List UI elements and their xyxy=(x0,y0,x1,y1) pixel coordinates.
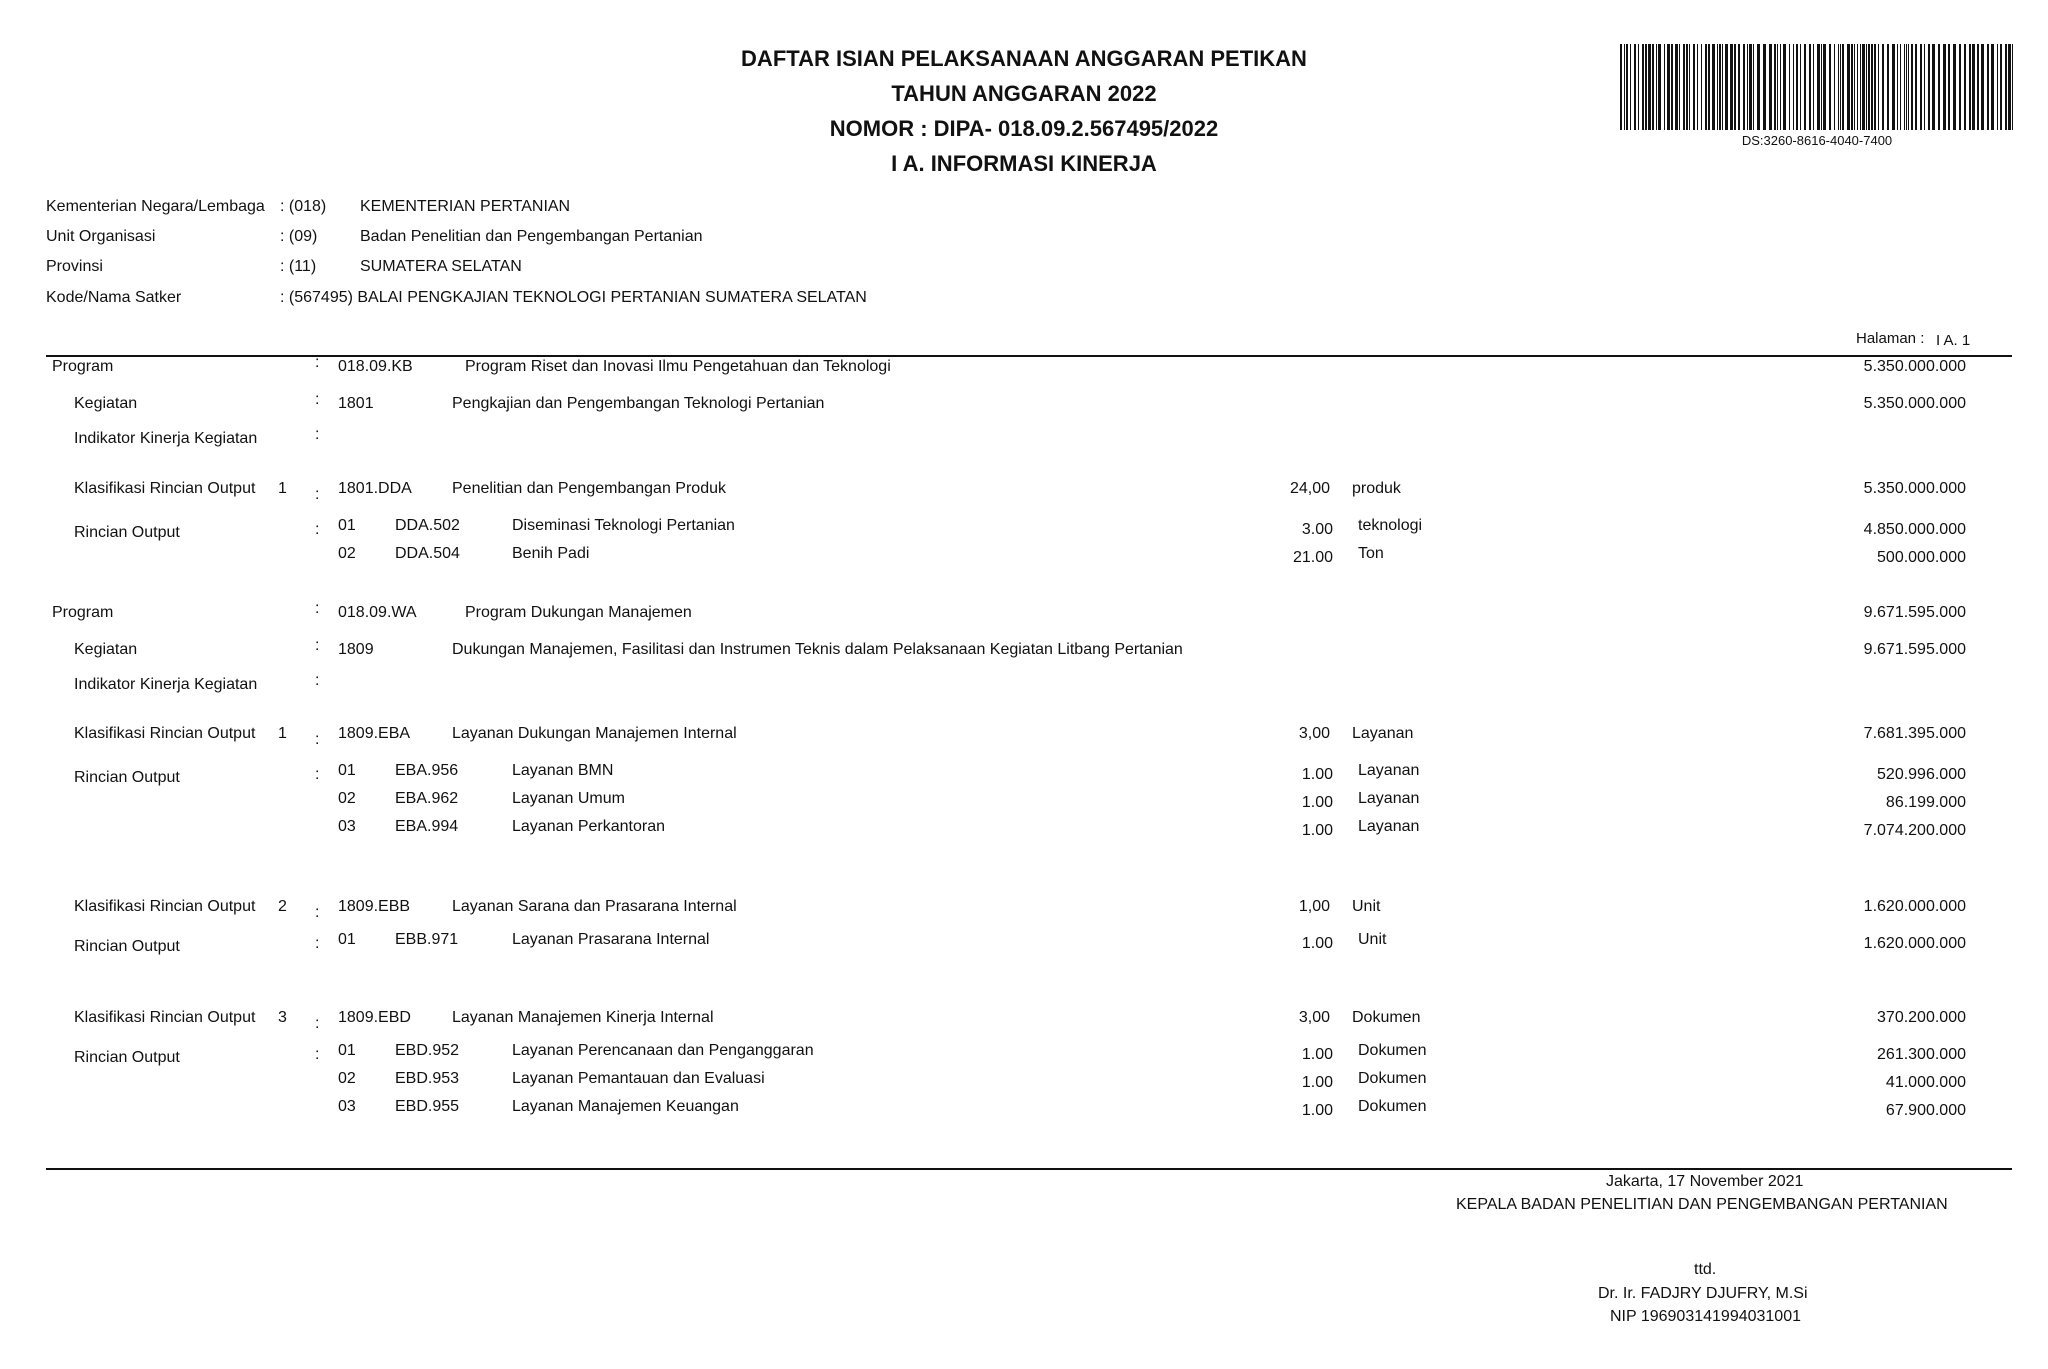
colon: : xyxy=(315,600,320,617)
rincian-number: 01 xyxy=(338,931,356,948)
info-code: : (018) xyxy=(280,198,327,215)
rincian-unit: Dokumen xyxy=(1358,1042,1427,1059)
colon: : xyxy=(315,354,320,371)
rincian-name: Layanan Pemantauan dan Evaluasi xyxy=(512,1070,765,1087)
info-label: Kode/Nama Satker xyxy=(46,289,182,306)
rincian-name: Layanan BMN xyxy=(512,762,614,779)
klasifikasi-number: 2 xyxy=(278,898,287,915)
info-value: Badan Penelitian dan Pengembangan Pertanian xyxy=(360,228,703,245)
rincian-amount: 4.850.000.000 xyxy=(1863,521,1966,538)
rincian-amount: 7.074.200.000 xyxy=(1863,822,1966,839)
klasifikasi-label: Klasifikasi Rincian Output xyxy=(74,898,256,915)
rincian-unit: Unit xyxy=(1358,931,1387,948)
colon: : xyxy=(315,486,320,503)
rincian-volume: 1.00 xyxy=(1301,766,1333,783)
kegiatan-name: Dukungan Manajemen, Fasilitasi dan Instrumen Teknis dalam Pelaksanaan Kegiatan Litbang Pertanian xyxy=(452,641,1183,658)
rincian-amount: 86.199.000 xyxy=(1885,794,1966,811)
kegiatan-amount: 9.671.595.000 xyxy=(1863,641,1966,658)
rincian-name: Layanan Manajemen Keuangan xyxy=(512,1098,739,1115)
klasifikasi-amount: 1.620.000.000 xyxy=(1863,898,1966,915)
colon: : xyxy=(315,1046,320,1063)
rincian-code: EBA.994 xyxy=(395,818,459,835)
kegiatan-label: Kegiatan xyxy=(74,395,138,412)
rincian-number: 01 xyxy=(338,517,356,534)
doc-title: DAFTAR ISIAN PELAKSANAAN ANGGARAN PETIKAN xyxy=(741,46,1307,71)
rincian-code: EBD.952 xyxy=(395,1042,460,1059)
signature-place-date: Jakarta, 17 November 2021 xyxy=(1606,1173,1804,1190)
rincian-volume: 21.00 xyxy=(1292,549,1333,566)
klasifikasi-unit: Dokumen xyxy=(1352,1009,1421,1026)
kegiatan-code: 1809 xyxy=(338,641,374,658)
klasifikasi-volume: 1,00 xyxy=(1298,898,1330,915)
rincian-volume: 1.00 xyxy=(1301,935,1333,952)
rincian-code: EBA.962 xyxy=(395,790,459,807)
rincian-volume: 1.00 xyxy=(1301,1102,1333,1119)
rincian-volume: 1.00 xyxy=(1301,794,1333,811)
colon: : xyxy=(315,731,320,748)
signature-position: KEPALA BADAN PENELITIAN DAN PENGEMBANGAN PERTANIAN xyxy=(1456,1196,1948,1213)
colon: : xyxy=(315,426,320,443)
rincian-code: EBB.971 xyxy=(395,931,459,948)
top-divider xyxy=(46,355,2012,357)
program-name: Program Dukungan Manajemen xyxy=(465,604,692,621)
signature-nip: NIP 196903141994031001 xyxy=(1610,1308,1801,1325)
page-label: Halaman : xyxy=(1856,330,1925,347)
rincian-amount: 500.000.000 xyxy=(1877,549,1966,566)
colon: : xyxy=(315,766,320,783)
rincian-number: 02 xyxy=(338,545,356,562)
program-name: Program Riset dan Inovasi Ilmu Pengetahuan dan Teknologi xyxy=(465,358,891,375)
klasifikasi-amount: 7.681.395.000 xyxy=(1863,725,1966,742)
klasifikasi-volume: 3,00 xyxy=(1298,725,1330,742)
program-label: Program xyxy=(52,604,114,621)
rincian-number: 01 xyxy=(338,1042,356,1059)
klasifikasi-code: 1809.EBB xyxy=(338,898,411,915)
colon: : xyxy=(315,904,320,921)
rincian-volume: 1.00 xyxy=(1301,822,1333,839)
klasifikasi-unit: produk xyxy=(1352,480,1401,497)
doc-section: I A. INFORMASI KINERJA xyxy=(891,151,1157,176)
rincian-name: Layanan Perencanaan dan Penganggaran xyxy=(512,1042,814,1059)
rincian-code: EBD.955 xyxy=(395,1098,460,1115)
rincian-label: Rincian Output xyxy=(74,769,180,786)
rincian-amount: 41.000.000 xyxy=(1885,1074,1966,1091)
klasifikasi-amount: 5.350.000.000 xyxy=(1863,480,1966,497)
rincian-amount: 67.900.000 xyxy=(1885,1102,1966,1119)
rincian-volume: 1.00 xyxy=(1301,1074,1333,1091)
kegiatan-name: Pengkajian dan Pengembangan Teknologi Pertanian xyxy=(452,395,825,412)
klasifikasi-volume: 24,00 xyxy=(1289,480,1330,497)
info-label: Provinsi xyxy=(46,258,103,275)
indikator-label: Indikator Kinerja Kegiatan xyxy=(74,430,258,447)
rincian-volume: 3.00 xyxy=(1301,521,1333,538)
colon: : xyxy=(315,935,320,952)
rincian-number: 02 xyxy=(338,790,356,807)
rincian-name: Layanan Umum xyxy=(512,790,625,807)
info-value: KEMENTERIAN PERTANIAN xyxy=(360,198,571,215)
rincian-amount: 1.620.000.000 xyxy=(1863,935,1966,952)
rincian-unit: Layanan xyxy=(1358,818,1420,835)
info-code: : (09) xyxy=(280,228,318,245)
klasifikasi-number: 3 xyxy=(278,1009,287,1026)
rincian-label: Rincian Output xyxy=(74,1049,180,1066)
rincian-name: Diseminasi Teknologi Pertanian xyxy=(512,517,735,534)
rincian-amount: 520.996.000 xyxy=(1877,766,1966,783)
klasifikasi-number: 1 xyxy=(278,480,287,497)
program-label: Program xyxy=(52,358,114,375)
info-value: SUMATERA SELATAN xyxy=(360,258,522,275)
signature-name: Dr. Ir. FADJRY DJUFRY, M.Si xyxy=(1598,1285,1808,1302)
rincian-unit: Dokumen xyxy=(1358,1070,1427,1087)
info-code: : (567495) BALAI PENGKAJIAN TEKNOLOGI PERTANIAN SUMATERA SELATAN xyxy=(280,289,867,306)
rincian-unit: Dokumen xyxy=(1358,1098,1427,1115)
rincian-name: Benih Padi xyxy=(512,545,590,562)
program-code: 018.09.WA xyxy=(338,604,417,621)
barcode-number: DS:3260-8616-4040-7400 xyxy=(1741,133,1893,148)
colon: : xyxy=(315,391,320,408)
rincian-label: Rincian Output xyxy=(74,938,180,955)
colon: : xyxy=(315,672,320,689)
klasifikasi-label: Klasifikasi Rincian Output xyxy=(74,480,256,497)
indikator-label: Indikator Kinerja Kegiatan xyxy=(74,676,258,693)
colon: : xyxy=(315,637,320,654)
info-label: Unit Organisasi xyxy=(46,228,156,245)
klasifikasi-name: Layanan Sarana dan Prasarana Internal xyxy=(452,898,737,915)
rincian-label: Rincian Output xyxy=(74,524,180,541)
rincian-unit: Layanan xyxy=(1358,790,1420,807)
rincian-code: EBA.956 xyxy=(395,762,459,779)
rincian-amount: 261.300.000 xyxy=(1877,1046,1966,1063)
rincian-number: 01 xyxy=(338,762,356,779)
doc-year: TAHUN ANGGARAN 2022 xyxy=(891,81,1157,106)
rincian-volume: 1.00 xyxy=(1301,1046,1333,1063)
klasifikasi-label: Klasifikasi Rincian Output xyxy=(74,1009,256,1026)
klasifikasi-number: 1 xyxy=(278,725,287,742)
klasifikasi-unit: Unit xyxy=(1352,898,1381,915)
page-number: I A. 1 xyxy=(1936,332,1971,349)
klasifikasi-volume: 3,00 xyxy=(1298,1009,1330,1026)
rincian-code: DDA.504 xyxy=(395,545,460,562)
klasifikasi-unit: Layanan xyxy=(1352,725,1414,742)
kegiatan-code: 1801 xyxy=(338,395,374,412)
info-code: : (11) xyxy=(280,258,317,275)
klasifikasi-label: Klasifikasi Rincian Output xyxy=(74,725,256,742)
doc-number: NOMOR : DIPA- 018.09.2.567495/2022 xyxy=(829,116,1219,141)
kegiatan-amount: 5.350.000.000 xyxy=(1863,395,1966,412)
colon: : xyxy=(315,521,320,538)
program-amount: 5.350.000.000 xyxy=(1863,358,1966,375)
klasifikasi-code: 1809.EBA xyxy=(338,725,411,742)
rincian-number: 03 xyxy=(338,818,356,835)
klasifikasi-code: 1801.DDA xyxy=(338,480,412,497)
info-label: Kementerian Negara/Lembaga xyxy=(46,198,265,215)
signature-ttd: ttd. xyxy=(1694,1261,1717,1278)
rincian-unit: Ton xyxy=(1358,545,1384,562)
rincian-code: EBD.953 xyxy=(395,1070,460,1087)
rincian-code: DDA.502 xyxy=(395,517,460,534)
rincian-number: 03 xyxy=(338,1098,356,1115)
rincian-name: Layanan Perkantoran xyxy=(512,818,665,835)
klasifikasi-name: Layanan Dukungan Manajemen Internal xyxy=(452,725,737,742)
colon: : xyxy=(315,1015,320,1032)
klasifikasi-name: Penelitian dan Pengembangan Produk xyxy=(452,480,726,497)
program-code: 018.09.KB xyxy=(338,358,413,375)
klasifikasi-amount: 370.200.000 xyxy=(1877,1009,1966,1026)
kegiatan-label: Kegiatan xyxy=(74,641,138,658)
rincian-unit: teknologi xyxy=(1358,517,1423,534)
bottom-divider xyxy=(46,1168,2012,1170)
klasifikasi-code: 1809.EBD xyxy=(338,1009,411,1026)
barcode-icon xyxy=(1620,44,2014,130)
rincian-unit: Layanan xyxy=(1358,762,1420,779)
rincian-name: Layanan Prasarana Internal xyxy=(512,931,710,948)
rincian-number: 02 xyxy=(338,1070,356,1087)
program-amount: 9.671.595.000 xyxy=(1863,604,1966,621)
klasifikasi-name: Layanan Manajemen Kinerja Internal xyxy=(452,1009,714,1026)
